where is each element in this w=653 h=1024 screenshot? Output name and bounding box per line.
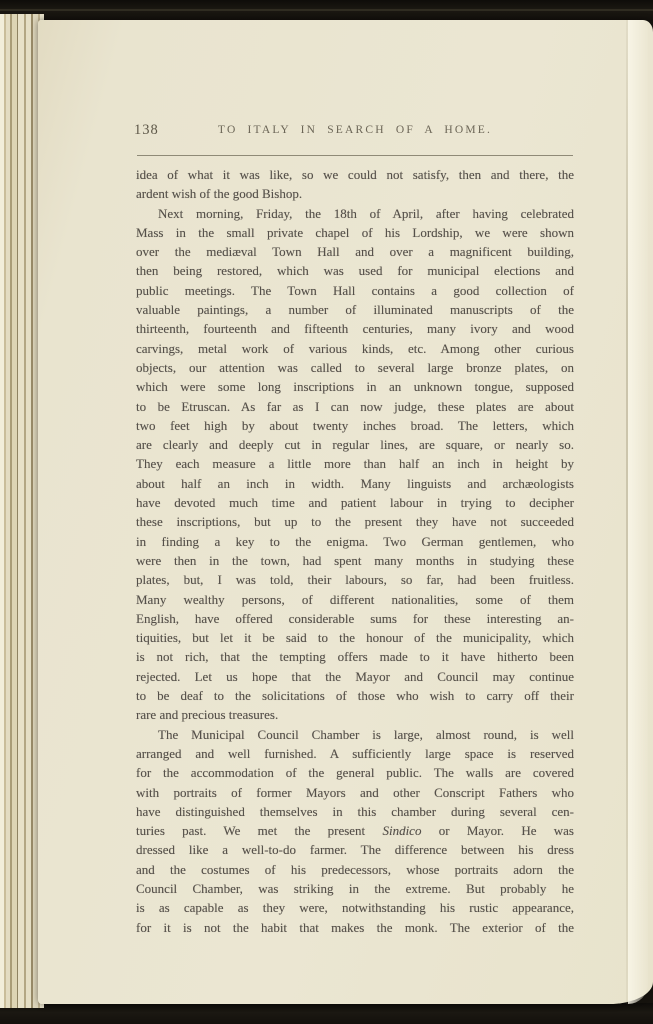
text-line: have distinguished themselves in this chamber during several cen- <box>136 803 574 819</box>
text-line: idea of what it was like, so we could not satisfy, then and there, the <box>136 167 574 182</box>
text-line: valuable paintings, a number of illuminated manuscripts of the <box>136 302 574 318</box>
text-line: turies past. We met the present Sindico or Mayor. He was <box>136 823 574 839</box>
text-line: these inscriptions, but up to the present they have not succeeded <box>136 514 574 530</box>
text-line: The Municipal Council Chamber is large, almost round, is well <box>158 726 574 742</box>
text-line: about half an inch in width. Many linguists and archæologists <box>136 475 574 491</box>
text-line: English, have offered considerable sums for these interesting an- <box>136 610 574 626</box>
text-line: two feet high by about twenty inches broad. The letters, which <box>136 417 574 433</box>
text-line: Many wealthy persons, of different nationalities, some of them <box>136 591 574 607</box>
text-line: thirteenth, fourteenth and fifteenth centuries, many ivory and wood <box>136 321 574 337</box>
text-line: carvings, metal work of various kinds, etc. Among other curious <box>136 340 574 356</box>
text-line: in finding a key to the enigma. Two German gentlemen, who <box>136 533 574 549</box>
text-line: to be deaf to the solicitations of those who wish to carry off their <box>136 688 574 704</box>
page-number: 138 <box>134 122 159 138</box>
text-line: ardent wish of the good Bishop. <box>136 186 303 202</box>
text-line: objects, our attention was called to several large bronze plates, on <box>136 359 574 375</box>
text-line: tiquities, but let it be said to the honour of the municipality, which <box>136 630 574 646</box>
text-line: to be Etruscan. As far as I can now judge, these plates are about <box>136 398 574 414</box>
book-cover-bottom-strip <box>0 1003 653 1024</box>
text-line: is not rich, that the tempting offers made to it have hitherto been <box>136 649 574 665</box>
text-line: over the mediæval Town Hall and over a magnificent building, <box>136 244 574 260</box>
paragraph <box>136 725 574 937</box>
text-line: were then in the town, had spent many months in studying these <box>136 552 574 568</box>
text-line: then being restored, which was used for municipal elections and <box>136 263 574 279</box>
text-line: Council Chamber, was striking in the extreme. But probably he <box>136 880 574 896</box>
book-page <box>38 20 653 1004</box>
text-line: for the accommodation of the general public. The walls are covered <box>136 765 574 781</box>
running-title: TO ITALY IN SEARCH OF A HOME. <box>217 124 493 136</box>
text-line: Mass in the small private chapel of his Lordship, we were shown <box>136 224 574 240</box>
text-line: rare and precious treasures. <box>136 707 279 723</box>
paragraph <box>136 204 574 725</box>
text-line: are clearly and deeply cut in regular lines, are square, or nearly so. <box>136 437 574 453</box>
text-line: dressed like a well-to-do farmer. The difference between his dress <box>136 842 574 858</box>
page-header <box>136 121 574 139</box>
text-line: plates, but, I was told, their labours, so far, had been fruitless. <box>136 572 574 588</box>
text-line: is as capable as they were, notwithstanding his rustic appearance, <box>136 900 574 916</box>
body-text <box>136 165 574 937</box>
book-cover-top-strip <box>0 0 653 21</box>
text-line: They each measure a little more than half an inch in height by <box>136 456 574 472</box>
text-line: arranged and well furnished. A sufficiently large space is reserved <box>136 745 574 761</box>
text-line: for it is not the habit that makes the monk. The exterior of the <box>136 919 574 935</box>
text-line: with portraits of former Mayors and other Conscript Fathers who <box>136 784 574 800</box>
text-line: rejected. Let us hope that the Mayor and Council may continue <box>136 668 574 684</box>
text-line: and the costumes of his predecessors, whose portraits adorn the <box>136 861 574 877</box>
paragraph <box>136 165 574 204</box>
header-rule <box>137 155 573 156</box>
text-line: Next morning, Friday, the 18th of April, after having celebrated <box>158 205 574 221</box>
text-line: which were some long inscriptions in an unknown tongue, supposed <box>136 379 574 395</box>
text-line: public meetings. The Town Hall contains a good collection of <box>136 282 574 298</box>
text-line: have devoted much time and patient labour in trying to decipher <box>136 495 574 511</box>
